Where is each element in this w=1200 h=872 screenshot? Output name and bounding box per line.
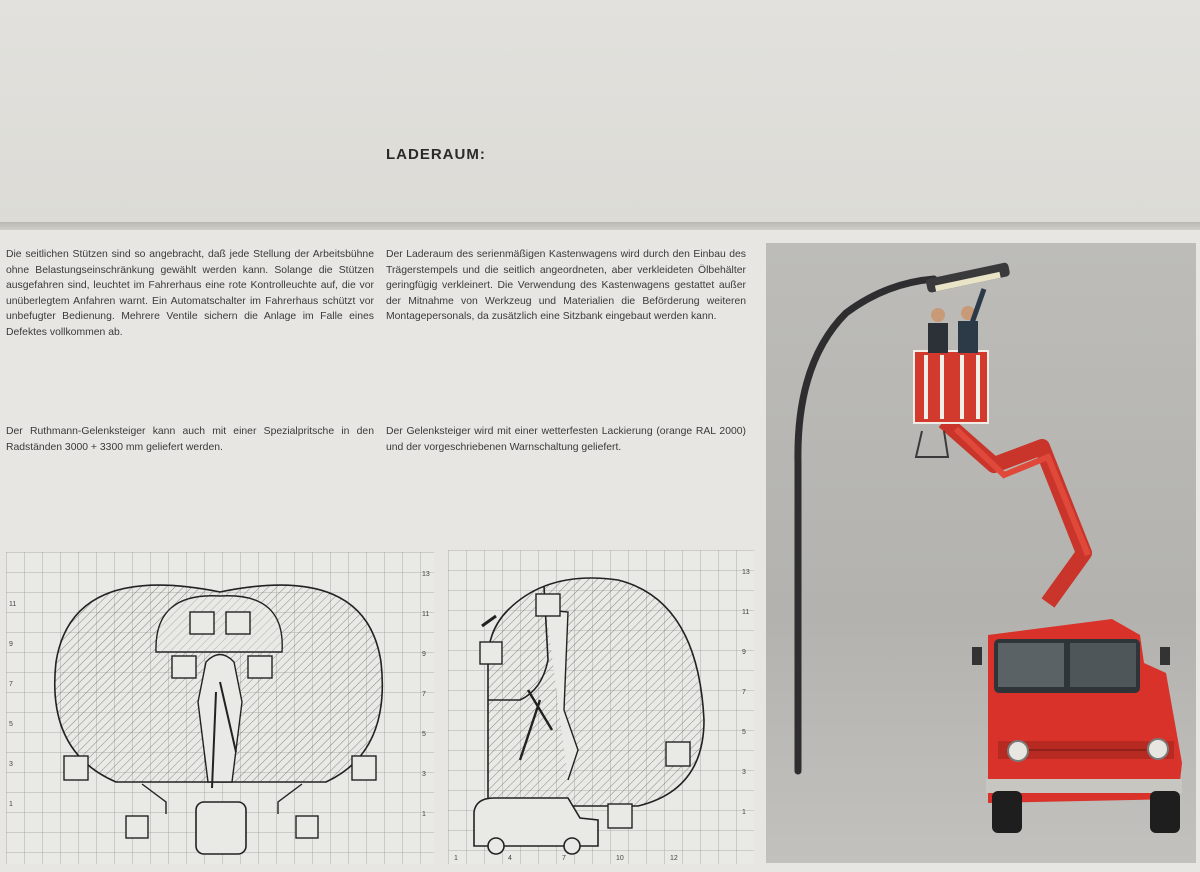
scale-tick: 9: [742, 649, 746, 656]
scale-tick: 11: [422, 611, 430, 618]
scale-tick: 9: [422, 651, 426, 658]
reach-diagram-side: [448, 550, 754, 864]
scale-tick: 1: [742, 809, 746, 816]
section-title: LADERAUM:: [386, 146, 486, 163]
scale-tick: 5: [422, 731, 426, 738]
scale-tick: 7: [742, 689, 746, 696]
paragraph-special-platform: Der Ruthmann-Gelenksteiger kann auch mit einer Spezialpritsche in den Radständen 3000 + 3300 mm geliefert werden.: [6, 426, 374, 453]
scale-tick: 4: [508, 855, 512, 862]
paragraph-paint: Der Gelenksteiger wird mit einer wetterfesten Lackierung (orange RAL 2000) und der vorgeschriebenen Warnschaltung geliefert.: [386, 426, 746, 453]
scale-tick: 10: [616, 855, 624, 862]
top-band: [0, 0, 1200, 222]
scale-tick: 13: [742, 569, 750, 576]
scale-tick: 12: [670, 855, 678, 862]
scale-tick: 3: [742, 769, 746, 776]
scale-tick: 7: [422, 691, 426, 698]
scale-tick: 1: [454, 855, 458, 862]
scale-tick: 9: [9, 641, 13, 648]
scale-tick: 3: [422, 771, 426, 778]
scale-tick: 11: [9, 601, 17, 608]
truck-photo: [766, 243, 1196, 863]
scale-tick: 7: [562, 855, 566, 862]
reach-diagram-front: [6, 552, 434, 864]
scale-tick: 5: [742, 729, 746, 736]
paragraph-supports: Die seitlichen Stützen sind so angebracht, daß jede Stellung der Arbeitsbühne ohne Belastungseinschränkung gewählt werden kann. Solange die Stützen ausgefahren sind, leuchtet im Fahrerhaus eine rote Kontrolleuchte auf, die vor unüberlegtem Anfahren warnt. Ein Automatschalter im Fahrerhaus schützt vor unbefugter Bedienung. Mehrere Ventile sichern die Anlage im Falle eines Defektes vollkommen ab.: [6, 249, 374, 338]
scale-tick: 1: [422, 811, 426, 818]
scale-tick: 1: [9, 801, 13, 808]
paragraph-cargo-space: Der Laderaum des serienmäßigen Kastenwagens wird durch den Einbau des Trägerstempels und die seitlich angeordneten, aber verkleideten Ölbehälter geringfügig verkleinert. Die Verwendung des Kastenwagens gestattet außer der Mitnahme von Werkzeug und Materialien die Beförderung weiteren Montagepersonals, da zusätzlich eine Sitzbank eingebaut werden kann.: [386, 249, 746, 323]
scale-tick: 5: [9, 721, 13, 728]
divider-rule: [0, 222, 1200, 230]
scale-tick: 13: [422, 571, 430, 578]
scale-tick: 7: [9, 681, 13, 688]
scale-tick: 3: [9, 761, 13, 768]
scale-tick: 11: [742, 609, 750, 616]
